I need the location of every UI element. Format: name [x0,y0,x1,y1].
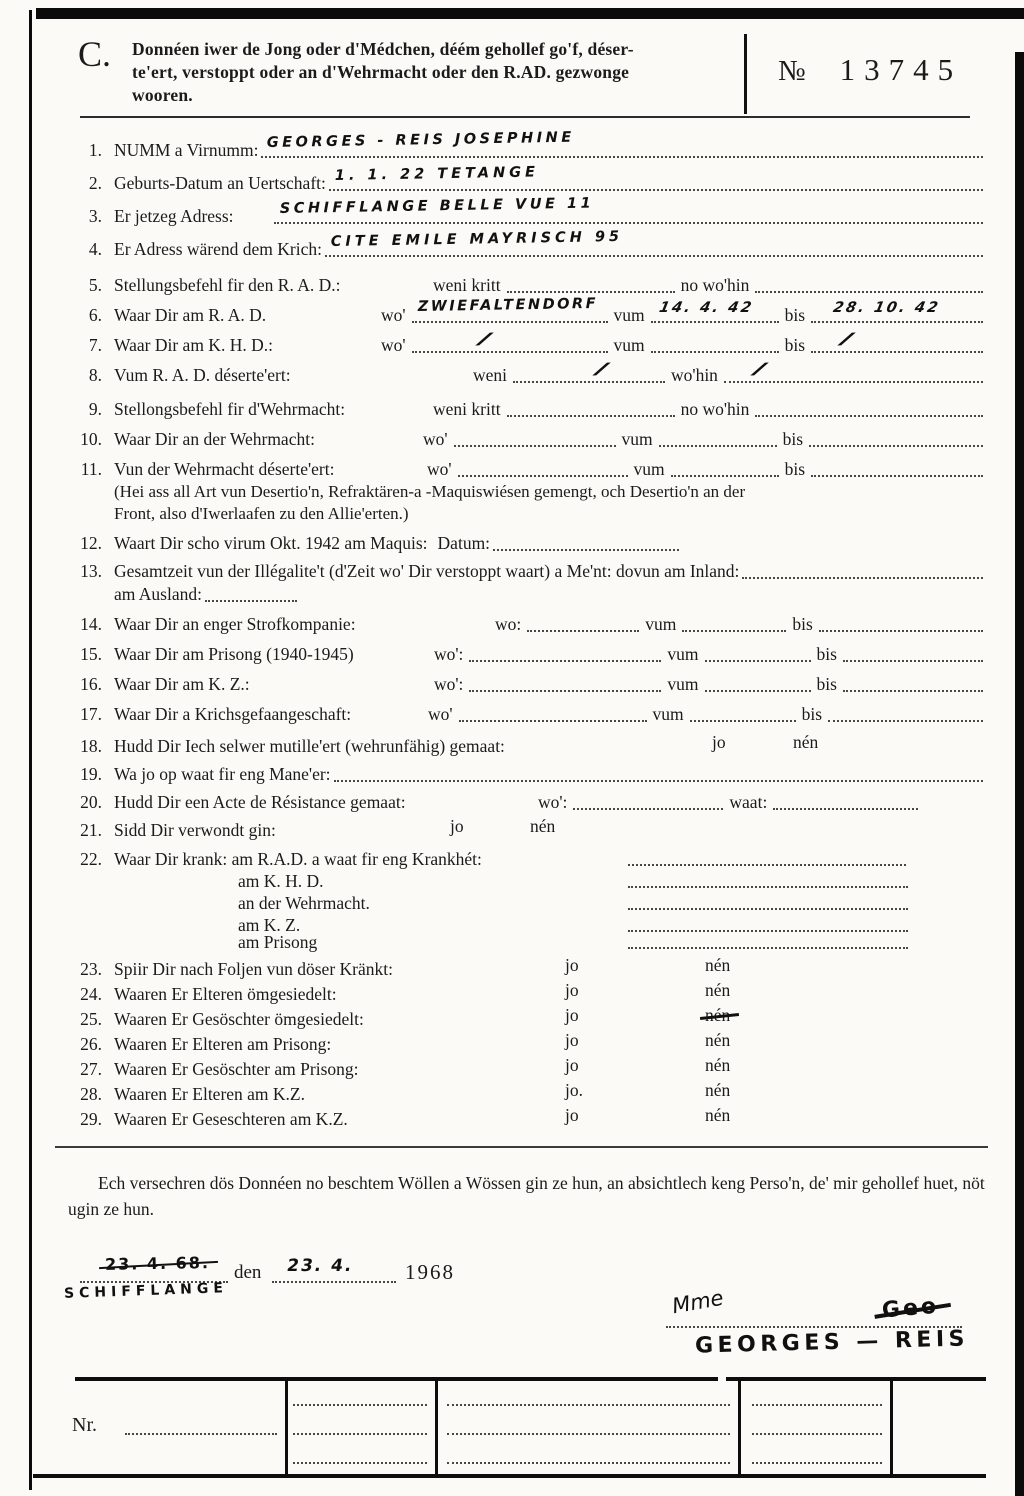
dotted-line [412,295,608,323]
dotted-line [628,883,908,888]
field-label: Er Adress wärend dem Krich: [114,239,322,259]
note-line: (Hei ass all Art vun Desertio'n, Refraktären-a -Maquiswiésen gemengt, och Desertio'n an der [114,482,746,501]
field-row-3 [68,194,986,227]
bis-label: bis [784,335,806,355]
vum-label: vum [645,614,677,634]
header-description-line: wooren. [132,85,193,105]
field-number: 17. [80,704,102,724]
jo-option: jo. [565,1080,583,1100]
field-label: Waar Dir krank: am R.A.D. a waat fir eng Krankhét: [114,849,482,869]
field-number: 2. [88,173,102,193]
field-label: Waaren Er Gesöschter am Prisong: [114,1059,359,1079]
nen-option: nén [705,955,731,975]
dotted-line [651,300,779,323]
field-label: Wa jo op waat fir eng Mane'er: [114,764,331,784]
nen-option: nén [705,980,731,1000]
wo-label: wo': [434,644,464,664]
field-row-22-sub [68,932,986,953]
table-cell-line [752,1431,882,1435]
field-label: Waart Dir scho virum Okt. 1942 am Maquis: [114,533,428,553]
field-number: 3. [88,206,102,226]
nr-label: Nr. [72,1414,97,1436]
nen-option: nén [793,732,819,752]
field-label: Waar Dir am K. H. D.: [114,335,273,355]
field-row-24 [68,980,986,1005]
datum-label: Datum: [437,533,491,553]
field-row-9 [68,390,986,420]
table-cell-line [293,1460,427,1464]
jo-option: jo [565,1005,579,1025]
dotted-line [811,329,983,353]
declaration-text: Ech versechren dös Donnéen no beschtem Wöllen a Wössen gin ze hun, an absichtlech keng Perso'n, de' mir gehollef huet, nöt ugin ze hun. [68,1173,985,1219]
table-border-bottom [33,1474,986,1478]
field-number: 7. [88,335,102,355]
handwritten-date: 23. 4. [285,1256,356,1276]
nen-option: nén [530,816,556,836]
table-divider [890,1377,893,1478]
header-divider [744,34,747,114]
dotted-line [659,442,777,447]
dotted-line [261,129,983,158]
dotted-line [755,288,983,293]
dotted-line [412,329,608,353]
field-number: 18. [80,736,102,756]
handwritten-value: SCHIFFLANGE BELLE VUE 11 [279,195,594,218]
field-number: 21. [80,820,102,840]
dotted-line [458,472,628,477]
signature-name: GEORGES — REIS [694,1326,970,1359]
table-border-top [726,1377,986,1381]
field-row-10 [68,420,986,450]
crossed-out-date: 23. 4. 68. [104,1253,211,1274]
vum-label: vum [621,429,653,449]
section-letter: C. [78,34,112,74]
dotted-line [705,687,811,692]
field-label: Stellungsbefehl fir den R. A. D.: [114,275,341,295]
table-divider [435,1377,438,1478]
vum-label: vum [667,644,699,664]
wo-label: wo' [427,459,452,479]
vum-label: vum [652,704,684,724]
jo-option: jo [450,816,464,836]
field-label: Er jetzeg Adress: [114,206,234,226]
field-number: 11. [80,459,102,479]
dotted-line [334,777,983,782]
section-rule [55,1146,988,1148]
field-number: 4. [88,239,102,259]
waat-label: waat: [729,792,768,812]
field-label: NUMM a Virnumm: [114,140,259,160]
handwritten-value: 14. 4. 42 [657,300,755,316]
field-row-22-sub [68,870,986,892]
field-label: Waaren Er Elteren am K.Z. [114,1084,305,1104]
table-cell-line [293,1402,427,1406]
vum-label: vum [633,459,665,479]
bis-label: bis [792,614,813,634]
dotted-line [742,574,983,579]
dotted-line [454,442,616,447]
field-number: 15. [80,644,102,664]
dotted-line [682,627,786,632]
sub-label: am K. Z. [238,915,301,935]
header-description-line: Donnéen iwer de Jong oder d'Médchen, déém gehollef go'f, déser- [132,39,634,59]
no-wohin-label: no wo'hin [680,275,750,295]
field-row-12 [68,524,986,554]
jo-option: jo [565,980,579,1000]
handwritten-slash: ∕ [590,359,612,379]
field-number: 23. [80,959,102,979]
field-label: Sidd Dir verwondt gin: [114,820,276,840]
form-number [778,52,962,88]
field-row-8 [68,356,986,386]
dotted-line [507,412,675,417]
field-row-17 [68,695,986,725]
dotted-line [819,627,983,632]
table-cell-line [447,1431,730,1435]
field-row-6 [68,296,986,326]
field-number: 1. [88,140,102,160]
field-number: 20. [80,792,102,812]
field-number: 5. [88,275,102,295]
field-number: 25. [80,1009,102,1029]
field-label: Waar Dir an enger Strofkompanie: [114,614,356,634]
dotted-line [671,472,779,477]
field-label: Waaren Er Gesöschter ömgesiedelt: [114,1009,364,1029]
field-row-1 [68,128,986,161]
bis-label: bis [816,644,837,664]
place-handwritten: SCHIFFLANGE [63,1280,229,1302]
form-number-value: 13745 [839,52,963,87]
field-label: Waar Dir an der Wehrmacht: [114,429,315,449]
field-number: 28. [80,1084,102,1104]
field-row-21 [68,813,986,841]
wo-label: wo' [381,305,406,325]
sub-label: am K. H. D. [238,871,324,891]
field-label: Hudd Dir Iech selwer mutille'ert (wehrunfähig) gemaat: [114,736,505,756]
dotted-line [628,861,906,866]
field-label: Stellongsbefehl fir d'Wehrmacht: [114,399,346,419]
wo-label: wo': [434,674,464,694]
field-label: Spiir Dir nach Foljen vun döser Kränkt: [114,959,393,979]
field-row-28 [68,1080,986,1105]
jo-option: jo [565,955,579,975]
dotted-line [705,657,811,662]
bis-label: bis [784,459,806,479]
header-description-line: te'ert, verstoppt oder an d'Wehrmacht oder den R.AD. gezwonge [132,62,630,82]
jo-option: jo [565,1055,579,1075]
field-number: 22. [80,849,102,869]
table-divider [738,1377,741,1478]
crossed-out-scribble: Geo [881,1293,941,1324]
handwritten-value: 1. 1. 22 TETANGE [334,164,540,185]
den-label: den [234,1262,262,1283]
field-number: 9. [88,399,102,419]
field-row-11 [68,450,986,480]
nen-option: nén [705,1005,731,1025]
dotted-line [628,944,908,949]
table-cell-line [293,1431,427,1435]
date-line [272,1279,396,1283]
field-row-13 [68,554,986,582]
field-number: 6. [88,305,102,325]
field-row-7 [68,326,986,356]
field-label: Waar Dir am K. Z.: [114,674,250,694]
dotted-line [274,195,983,224]
year-label: 1968 [405,1260,455,1284]
table-cell-line [752,1460,882,1464]
field-label: Waar Dir am R. A. D. [114,305,267,325]
field-row-23 [68,953,986,980]
field-label: Waaren Er Elteren ömgesiedelt: [114,984,337,1004]
field-number: 26. [80,1034,102,1054]
handwritten-slash: ∕ [748,359,770,379]
field-row-11-note [68,502,986,524]
handwritten-value: ZWIEFALTENDORF [417,295,598,316]
sub-label: am Prisong [238,932,318,952]
field-number: 8. [88,365,102,385]
dotted-line [329,164,983,191]
wo-label: wo' [381,335,406,355]
table-cell-line [447,1460,730,1464]
field-row-26 [68,1030,986,1055]
dotted-line [459,717,647,722]
wohin-label: wo'hin [671,365,718,385]
field-number: 19. [80,764,102,784]
scan-edge-right [1015,52,1024,1496]
form-body [68,128,986,1130]
dotted-line [205,597,297,602]
jo-option: jo [565,1105,579,1125]
field-label: Vun der Wehrmacht déserte'ert: [114,459,335,479]
vum-label: vum [613,305,645,325]
bis-label: bis [816,674,837,694]
form-number-sign: № [778,55,806,87]
dotted-line [513,359,665,383]
field-label: Hudd Dir een Acte de Résistance gemaat: [114,792,406,812]
field-label: Vum R. A. D. déserte'ert: [114,365,291,385]
jo-option: jo [565,1030,579,1050]
dotted-line [573,805,723,810]
nr-line [125,1431,277,1435]
field-number: 16. [80,674,102,694]
jo-option: jo [712,732,726,752]
dotted-line [469,657,661,662]
nen-option-struck [705,1005,730,1026]
dotted-line [628,927,908,932]
field-row-19 [68,757,986,785]
field-number: 24. [80,984,102,1004]
nen-option: nén [705,1105,731,1125]
nen-option: nén [705,1030,731,1050]
field-label: Waaren Er Geseschteren am K.Z. [114,1109,348,1129]
dotted-line [690,717,796,722]
ausland-label: am Ausland: [114,584,202,604]
vum-label: vum [667,674,699,694]
wo-label: wo' [428,704,453,724]
dotted-line [724,359,983,383]
handwritten-slash: ∕ [473,329,495,349]
field-row-13b [68,582,986,605]
table-cell-line [752,1402,882,1406]
dotted-line [325,228,983,257]
field-row-25 [68,1005,986,1030]
field-row-5 [68,266,986,296]
field-row-22-sub [68,914,986,936]
dotted-line [843,657,983,662]
table-cell-line [447,1402,730,1406]
bis-label: bis [784,305,806,325]
handwritten-value: CITE EMILE MAYRISCH 95 [330,228,624,251]
dotted-line [493,546,679,551]
header-description [132,38,736,107]
dotted-line [843,687,983,692]
no-wohin-label: no wo'hin [680,399,750,419]
nen-option: nén [705,1080,731,1100]
field-row-22-sub [68,892,986,914]
weni-kritt-label: weni kritt [433,275,501,295]
weni-label: weni [473,365,508,385]
wo-label: wo': [538,792,568,812]
weni-kritt-label: weni kritt [433,399,501,419]
dotted-line [507,288,675,293]
scan-edge-left [29,10,32,1490]
scan-edge-top [36,8,1024,19]
table-divider [285,1377,288,1478]
field-label: Waaren Er Elteren am Prisong: [114,1034,332,1054]
dotted-line [469,687,661,692]
field-label: Geburts-Datum an Uertschaft: [114,173,326,193]
field-row-4 [68,227,986,260]
handwritten-slash: ∕ [835,329,857,349]
nen-option: nén [705,1055,731,1075]
field-row-22 [68,841,986,870]
dotted-line [651,348,779,353]
dotted-line [527,627,639,632]
field-row-20 [68,785,986,813]
note-line: Front, also d'Iwerlaafen zu den Allie'erten.) [114,504,409,523]
field-number: 12. [80,533,102,553]
field-label: Waar Dir am Prisong (1940-1945) [114,644,354,664]
field-number: 27. [80,1059,102,1079]
field-row-27 [68,1055,986,1080]
bis-label: bis [801,704,823,724]
field-row-29 [68,1105,986,1130]
field-number: 14. [80,614,102,634]
field-row-11-note [68,480,986,502]
field-label: Gesamtzeit vun der Illégalite't (d'Zeit wo' Dir verstoppt waart) a Me'nt: dovun am Inland: [114,561,740,581]
header-rule [80,116,970,118]
field-row-18 [68,729,986,757]
dotted-line [755,412,983,417]
table-border-top [75,1377,718,1381]
dotted-line [811,472,983,477]
field-row-16 [68,665,986,695]
field-row-14 [68,605,986,635]
field-row-2 [68,161,986,194]
field-number: 29. [80,1109,102,1129]
sub-label: an der Wehrmacht. [238,893,370,913]
vum-label: vum [613,335,645,355]
field-number: 13. [80,561,102,581]
field-number: 10. [80,429,102,449]
dotted-line [773,805,918,810]
bis-label: bis [782,429,804,449]
handwritten-value: GEORGES - REIS JOSEPHINE [267,129,576,152]
handwritten-value: 28. 10. 42 [831,300,942,316]
wo-label: wo' [423,429,448,449]
dotted-line [828,717,983,722]
signature-title: Mme [670,1285,726,1319]
dotted-line [811,300,983,323]
dotted-line [628,905,908,910]
field-row-15 [68,635,986,665]
dotted-line [809,442,983,447]
wo-label: wo: [495,614,522,634]
field-label: Waar Dir a Krichsgefaangeschaft: [114,704,352,724]
